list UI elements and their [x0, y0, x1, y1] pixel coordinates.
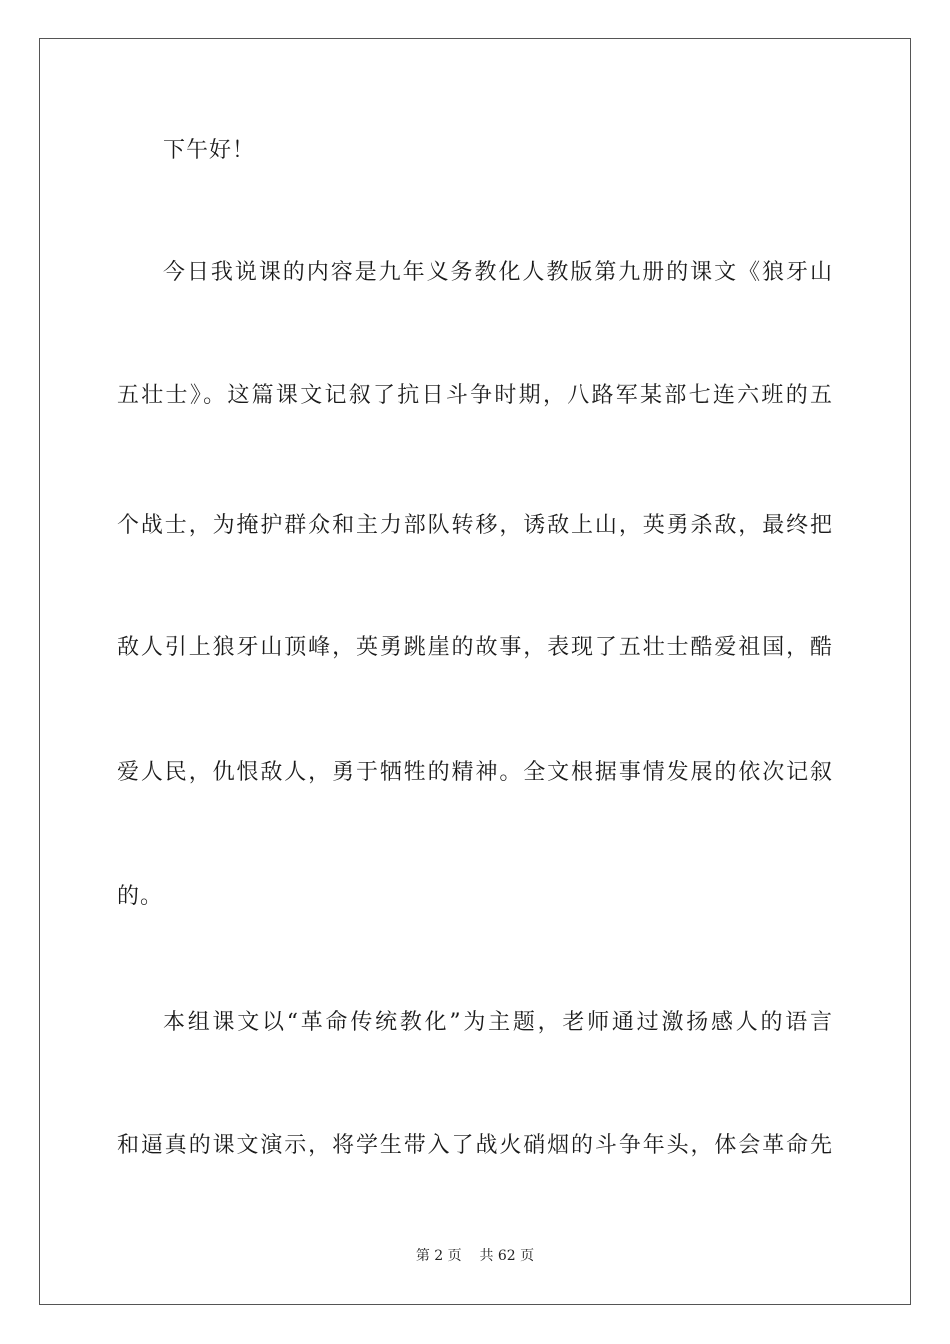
paragraph-line: 和逼真的课文演示，将学生带入了战火硝烟的斗争年头，体会革命先	[117, 1133, 833, 1158]
page-footer	[0, 1247, 950, 1265]
paragraph-line: 爱人民，仇恨敌人，勇于牺牲的精神。全文根据事情发展的依次记叙	[117, 760, 833, 785]
page-border	[39, 38, 911, 1305]
paragraph-line: 本组课文以“革命传统教化”为主题，老师通过激扬感人的语言	[163, 1010, 833, 1035]
paragraph-line: 五壮士》。这篇课文记叙了抗日斗争时期，八路军某部七连六班的五	[117, 383, 833, 408]
greeting-line: 下午好！	[163, 138, 256, 163]
paragraph-line: 的。	[117, 884, 164, 909]
paragraph-line: 个战士，为掩护群众和主力部队转移，诱敌上山，英勇杀敌，最终把	[117, 513, 833, 538]
paragraph-line: 敌人引上狼牙山顶峰，英勇跳崖的故事，表现了五壮士酷爱祖国，酷	[117, 635, 833, 660]
page-number: 第 2 页	[415, 1248, 462, 1264]
page-total: 共 62 页	[479, 1248, 535, 1264]
paragraph-line: 今日我说课的内容是九年义务教化人教版第九册的课文《狼牙山	[163, 260, 833, 285]
